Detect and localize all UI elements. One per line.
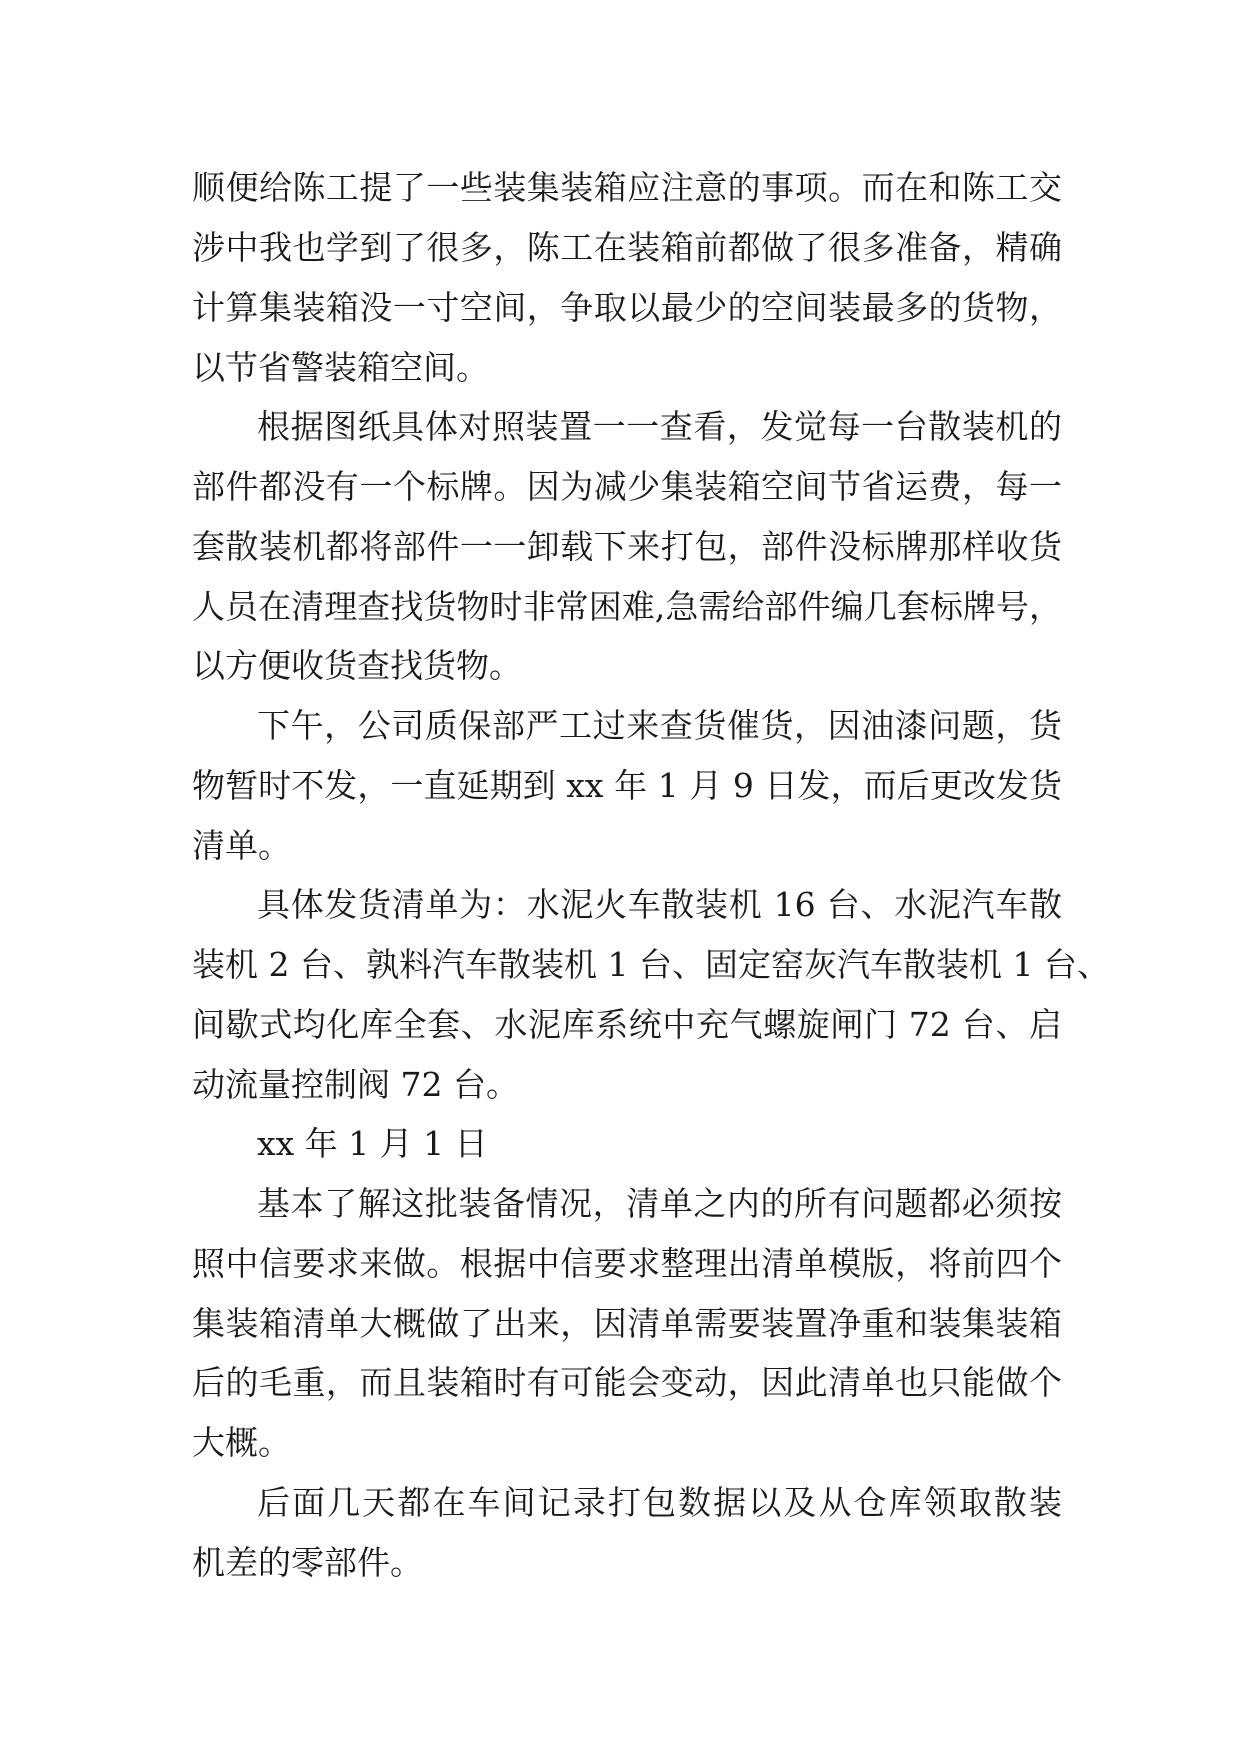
text-line: 具体发货清单为：水泥火车散装机 16 台、水泥汽车散 bbox=[257, 885, 1062, 924]
text-line: 装机 2 台、孰料汽车散装机 1 台、固定窑灰汽车散装机 1 台、 bbox=[192, 945, 1110, 984]
text-line: 下午，公司质保部严工过来查货催货，因油漆问题，货 bbox=[257, 706, 1062, 745]
text-line: 间歇式均化库全套、水泥库系统中充气螺旋闸门 72 台、启 bbox=[192, 1005, 1062, 1044]
text-line: 以方便收货查找货物。 bbox=[192, 646, 522, 685]
text-line: 后的毛重，而且装箱时有可能会变动，因此清单也只能做个 bbox=[192, 1363, 1062, 1402]
text-line: 机差的零部件。 bbox=[192, 1543, 423, 1582]
date-heading: xx 年 1 月 1 日 bbox=[257, 1124, 488, 1163]
text-line: 部件都没有一个标牌。因为减少集装箱空间节省运费，每一 bbox=[192, 467, 1062, 506]
text-line: 物暂时不发，一直延期到 xx 年 1 月 9 日发，而后更改发货 bbox=[192, 766, 1062, 805]
text-line: 清单。 bbox=[192, 826, 291, 865]
text-line: 套散装机都将部件一一卸载下来打包，部件没标牌那样收货 bbox=[192, 527, 1062, 566]
text-line: 人员在清理查找货物时非常困难,急需给部件编几套标牌号， bbox=[192, 587, 1062, 626]
text-line: 基本了解这批装备情况，清单之内的所有问题都必须按 bbox=[257, 1184, 1062, 1223]
text-line: 顺便给陈工提了一些装集装箱应注意的事项。而在和陈工交 bbox=[192, 168, 1062, 207]
text-line: 计算集装箱没一寸空间，争取以最少的空间装最多的货物， bbox=[192, 288, 1062, 327]
text-line: 以节省警装箱空间。 bbox=[192, 348, 489, 387]
text-line: 集装箱清单大概做了出来，因清单需要装置净重和装集装箱 bbox=[192, 1304, 1062, 1343]
text-line: 照中信要求来做。根据中信要求整理出清单模版，将前四个 bbox=[192, 1244, 1062, 1283]
text-line: 涉中我也学到了很多，陈工在装箱前都做了很多准备，精确 bbox=[192, 228, 1062, 267]
text-line: 动流量控制阀 72 台。 bbox=[192, 1065, 519, 1104]
text-line: 大概。 bbox=[192, 1423, 291, 1462]
text-line: 根据图纸具体对照装置一一查看，发觉每一台散装机的 bbox=[257, 407, 1062, 446]
text-line: 后面几天都在车间记录打包数据以及从仓库领取散装 bbox=[257, 1483, 1062, 1522]
